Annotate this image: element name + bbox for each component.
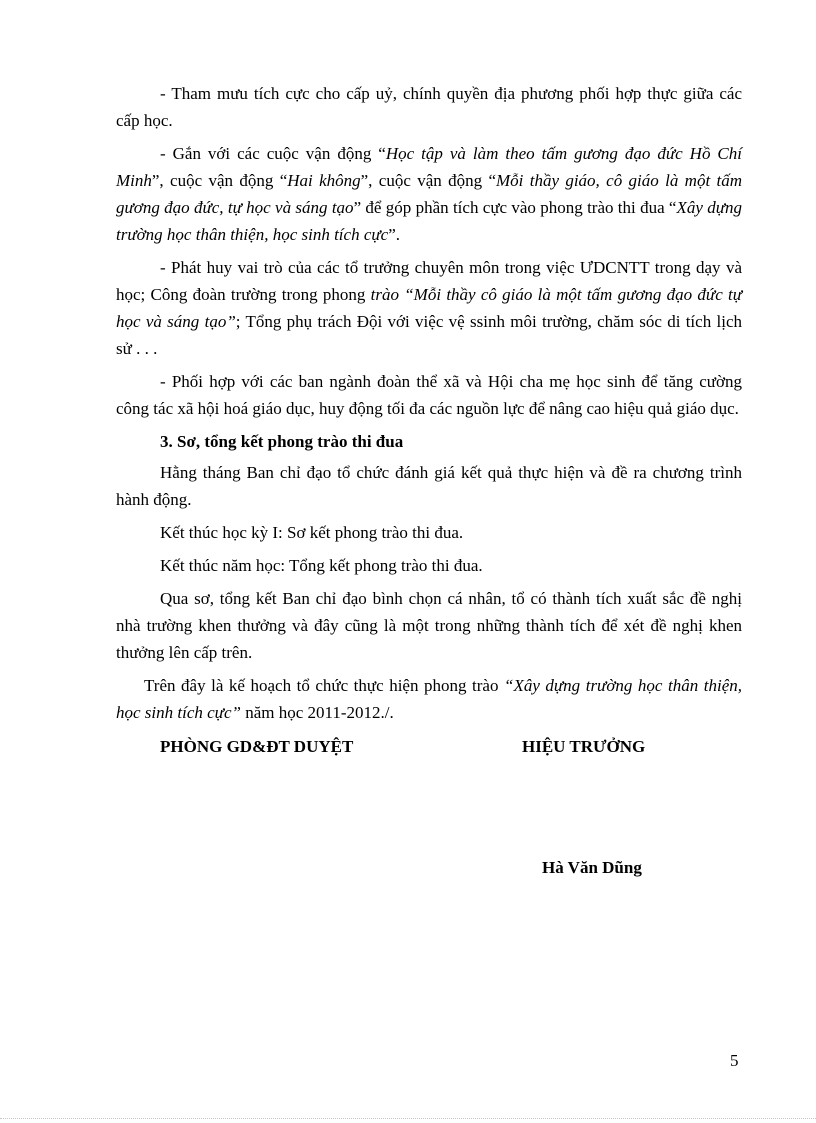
paragraph-roles: [116, 254, 742, 362]
italic-text: trào “Mỗi thầy cô giáo là một tấm gương đạo đức tự học và sáng tạo”: [116, 285, 742, 331]
principal-name: Hà Văn Dũng: [542, 858, 642, 877]
paragraph-advise: - Tham mưu tích cực cho cấp uỷ, chính quyền địa phương phối hợp thực giữa các cấp học.: [116, 84, 742, 130]
italic-text: Xây dựng trường học thân thiện, học sinh tích cực: [116, 198, 743, 244]
page-bottom-divider: [0, 1118, 816, 1119]
paragraph-campaigns: [116, 140, 742, 248]
document-body: [116, 80, 742, 732]
text-run: ; Tổng phụ trách Đội với việc vệ ssinh môi trường, chăm sóc di tích lịch sử . . .: [116, 312, 742, 358]
text-run: - Phát huy vai trò của các tổ trưởng chuyên môn trong việc ƯDCNTT trong dạy và học; Công đoàn trường trong phong: [116, 258, 742, 304]
page-number: 5: [730, 1051, 739, 1070]
approval-title: PHÒNG GD&ĐT DUYỆT: [160, 737, 354, 756]
paragraph-closing: [116, 672, 742, 726]
italic-text: Học tập và làm theo tấm gương đạo đức Hồ Chí Minh: [116, 144, 742, 190]
paragraph-monthly: Hằng tháng Ban chỉ đạo tổ chức đánh giá kết quả thực hiện và đề ra chương trình hành động.: [116, 463, 742, 509]
text-run: Trên đây là kế hoạch tổ chức thực hiện phong trào: [144, 676, 504, 695]
principal-title: HIỆU TRƯỞNG: [522, 737, 646, 756]
italic-text: “Xây dựng trường học thân thiện, học sinh tích cực”: [116, 676, 743, 722]
text-run: ”.: [388, 225, 400, 244]
text-run: ”, cuộc vận động “: [360, 171, 496, 190]
italic-text: Hai không: [287, 171, 361, 190]
paragraph-awards: Qua sơ, tổng kết Ban chỉ đạo bình chọn cá nhân, tổ có thành tích xuất sắc đề nghị nhà trường khen thưởng và đây cũng là một trong những thành tích để xét đề nghị khen thưởng lên cấp trên.: [116, 589, 742, 662]
italic-text: Mỗi thầy giáo, cô giáo là một tấm gương đạo đức, tự học và sáng tạo: [116, 171, 743, 217]
text-run: năm học 2011-2012./.: [240, 703, 394, 722]
text-run: - Gắn với các cuộc vận động “: [160, 144, 386, 163]
text-run: ”, cuộc vận động “: [151, 171, 288, 190]
paragraph-coordination: - Phối hợp với các ban ngành đoàn thể xã và Hội cha mẹ học sinh để tăng cường công tác xã hội hoá giáo dục, huy động tối đa các nguồn lực để nâng cao hiệu quả giáo dục.: [116, 372, 742, 418]
text-run: ” để góp phần tích cực vào phong trào thi đua “: [353, 198, 677, 217]
paragraph-semester: Kết thúc học kỳ I: Sơ kết phong trào thi đua.: [160, 523, 464, 542]
section-heading: 3. Sơ, tổng kết phong trào thi đua: [160, 432, 404, 451]
paragraph-year-end: Kết thúc năm học: Tổng kết phong trào thi đua.: [160, 556, 483, 575]
